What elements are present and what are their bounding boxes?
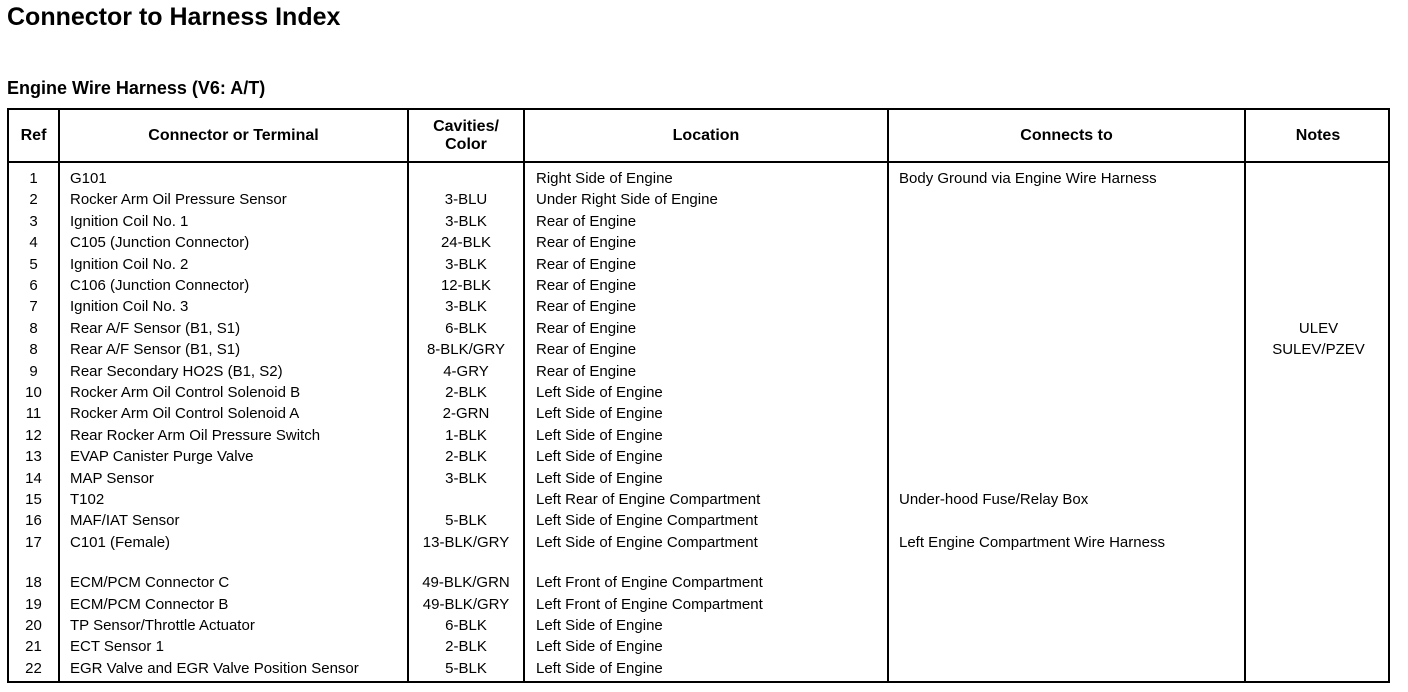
row-cavities: 2-BLK — [445, 638, 487, 656]
row-connector: C106 (Junction Connector) — [70, 277, 250, 294]
row-ref: 6 — [29, 277, 38, 294]
row-connector: Rear Secondary HO2S (B1, S2) — [70, 362, 283, 380]
row-location: Left Side of Engine — [536, 448, 663, 466]
row-connector: Ignition Coil No. 2 — [70, 255, 189, 273]
row-cavities: 2-BLK — [445, 448, 487, 466]
column-divider — [1244, 110, 1246, 681]
row-cavities: 1-BLK — [445, 426, 487, 444]
row-connector: G101 — [70, 170, 107, 187]
row-location: Rear of Engine — [536, 298, 637, 316]
header-connector: Connector or Terminal — [148, 126, 319, 144]
row-connector: Ignition Coil No. 3 — [70, 298, 189, 316]
row-location: Rear of Engine — [536, 255, 637, 273]
header-cavities — [409, 110, 523, 161]
row-connects-to: Under-hood Fuse/Relay Box — [899, 491, 1089, 508]
header-location: Location — [672, 126, 740, 144]
row-cavities: 24-BLK — [440, 234, 492, 252]
row-location: Left Front of Engine Compartment — [536, 595, 763, 613]
row-ref: 8 — [29, 341, 38, 359]
row-connector: ECM/PCM Connector B — [70, 595, 229, 613]
row-connects-to: Body Ground via Engine Wire Harness — [899, 170, 1157, 187]
row-ref: 17 — [25, 533, 42, 551]
row-connector: C101 (Female) — [70, 533, 171, 551]
row-ref: 10 — [25, 384, 42, 401]
row-cavities: 13-BLK/GRY — [422, 533, 510, 551]
row-ref: 5 — [29, 255, 38, 273]
row-connector: Rocker Arm Oil Control Solenoid A — [70, 405, 300, 423]
column-divider — [523, 110, 525, 681]
row-notes: SULEV/PZEV — [1272, 341, 1365, 359]
row-cavities: 4-GRY — [443, 362, 489, 380]
row-connector: Rear A/F Sensor (B1, S1) — [70, 319, 241, 337]
row-cavities: 3-BLU — [444, 191, 488, 209]
row-ref: 4 — [29, 234, 38, 252]
row-location: Left Side of Engine — [536, 405, 663, 423]
row-cavities: 6-BLK — [445, 319, 487, 337]
row-ref: 7 — [29, 298, 38, 316]
column-divider — [887, 110, 889, 681]
row-cavities: 3-BLK — [445, 255, 487, 273]
row-cavities: 8-BLK/GRY — [426, 341, 506, 359]
row-location: Left Side of Engine — [536, 469, 663, 487]
row-ref: 21 — [25, 638, 42, 656]
row-ref: 14 — [25, 469, 42, 487]
row-cavities: 2-BLK — [445, 384, 487, 401]
row-connector: C105 (Junction Connector) — [70, 234, 250, 252]
header-cavities-line2: Color — [445, 135, 487, 153]
row-location: Left Side of Engine — [536, 617, 663, 634]
row-cavities: 3-BLK — [445, 469, 487, 487]
row-ref: 19 — [25, 595, 42, 613]
row-location: Rear of Engine — [536, 212, 637, 230]
row-connector: Rear Rocker Arm Oil Pressure Switch — [70, 426, 321, 444]
header-divider — [9, 161, 1388, 163]
row-location: Left Side of Engine — [536, 638, 663, 656]
row-location: Left Side of Engine Compartment — [536, 533, 758, 551]
row-location: Left Side of Engine — [536, 384, 663, 401]
row-cavities: 12-BLK — [440, 277, 492, 294]
row-location: Rear of Engine — [536, 362, 637, 380]
row-location: Left Side of Engine — [536, 426, 663, 444]
row-location: Left Side of Engine — [536, 659, 663, 677]
connector-table — [7, 108, 1390, 683]
row-cavities: 2-GRN — [442, 405, 490, 423]
row-ref: 13 — [25, 448, 42, 466]
row-location: Rear of Engine — [536, 277, 637, 294]
row-connector: EVAP Canister Purge Valve — [70, 448, 254, 466]
row-connector: EGR Valve and EGR Valve Position Sensor — [70, 659, 359, 677]
row-connector: MAP Sensor — [70, 469, 154, 487]
row-location: Rear of Engine — [536, 319, 637, 337]
row-cavities: 5-BLK — [445, 659, 487, 677]
row-connector: Rear A/F Sensor (B1, S1) — [70, 341, 241, 359]
row-location: Left Front of Engine Compartment — [536, 574, 763, 592]
row-ref: 3 — [29, 212, 38, 230]
row-ref: 12 — [25, 426, 42, 444]
row-connector: ECT Sensor 1 — [70, 638, 164, 656]
row-connects-to: Left Engine Compartment Wire Harness — [899, 533, 1165, 551]
row-location: Left Side of Engine Compartment — [536, 512, 758, 530]
row-ref: 18 — [25, 574, 42, 592]
row-ref: 9 — [29, 362, 38, 380]
row-ref: 22 — [25, 659, 42, 677]
row-cavities: 49-BLK/GRY — [422, 595, 510, 613]
row-location: Rear of Engine — [536, 341, 637, 359]
row-cavities: 3-BLK — [445, 212, 487, 230]
row-ref: 8 — [29, 319, 38, 337]
page-title: Connector to Harness Index — [7, 3, 341, 31]
row-connector: Rocker Arm Oil Control Solenoid B — [70, 384, 301, 401]
row-location: Right Side of Engine — [536, 170, 673, 187]
row-connector: TP Sensor/Throttle Actuator — [70, 617, 255, 634]
row-connector: T102 — [70, 491, 105, 508]
row-location: Under Right Side of Engine — [536, 191, 718, 209]
row-ref: 20 — [25, 617, 42, 634]
row-cavities: 3-BLK — [445, 298, 487, 316]
header-notes: Notes — [1295, 126, 1341, 144]
row-ref: 15 — [25, 491, 42, 508]
row-cavities: 5-BLK — [445, 512, 487, 530]
row-cavities: 49-BLK/GRN — [422, 574, 510, 592]
row-location: Left Rear of Engine Compartment — [536, 491, 761, 508]
row-ref: 16 — [25, 512, 42, 530]
header-connects-to: Connects to — [1020, 126, 1113, 144]
row-location: Rear of Engine — [536, 234, 637, 252]
row-connector: MAF/IAT Sensor — [70, 512, 180, 530]
row-ref: 1 — [29, 170, 38, 187]
row-notes: ULEV — [1298, 319, 1339, 337]
header-ref: Ref — [20, 126, 47, 144]
section-title: Engine Wire Harness (V6: A/T) — [7, 78, 266, 98]
row-connector: Ignition Coil No. 1 — [70, 212, 189, 230]
row-connector: ECM/PCM Connector C — [70, 574, 230, 592]
row-ref: 11 — [25, 405, 42, 423]
row-ref: 2 — [29, 191, 38, 209]
row-cavities: 6-BLK — [445, 617, 487, 634]
column-divider — [58, 110, 60, 681]
header-cavities-line1: Cavities/ — [433, 117, 499, 135]
row-connector: Rocker Arm Oil Pressure Sensor — [70, 191, 287, 209]
